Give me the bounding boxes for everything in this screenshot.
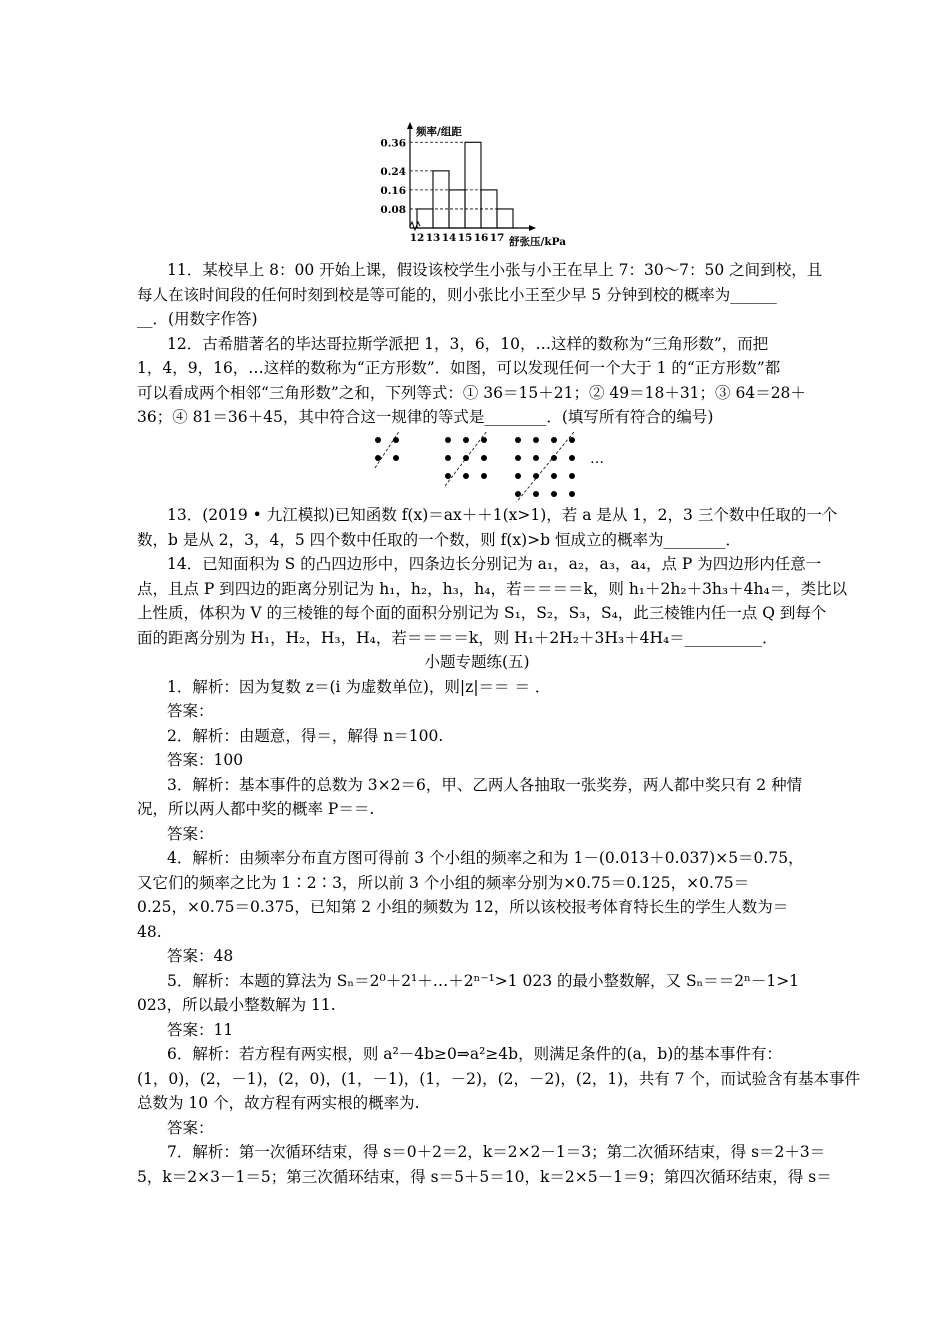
x-tick-label: 14 [441,232,457,244]
y-tick-label: 0.08 [380,203,406,216]
text-line: 3．解析：基本事件的总数为 3×2＝6，甲、乙两人各抽取一张奖券，两人都中奖只有 2 种情 [167,775,803,794]
x-tick-label: 16 [473,232,489,244]
problems-13-14-and-solutions [137,503,860,1189]
square-number-dots-figure [368,432,618,502]
text-line: 答案： [167,824,214,843]
dots-ellipsis: … [590,451,604,467]
dot [445,455,451,461]
dot [569,455,575,461]
dot [445,473,451,479]
text-line: 6．解析：若方程有两实根，则 a²－4b≥0⇒a²≥4b，则满足条件的(a，b)的基本事件有： [167,1045,782,1063]
text-line: 14．已知面积为 S 的凸四边形中，四条边长分别记为 a₁，a₂，a₃，a₄，点 P 为四边形内任意一 [167,555,822,573]
dot [569,491,575,497]
histogram-bar [497,209,513,228]
solution-s3 [137,773,817,847]
histogram-bar [481,190,497,228]
histogram-bar [465,142,481,228]
text-line: 每人在该时间段的任何时刻到校是等可能的，则小张比小王至少早 5 分钟到校的概率为______ [137,285,777,304]
solution-s5 [137,969,817,1043]
dot [533,491,539,497]
dot [393,437,399,443]
diagonal-divider [515,432,578,502]
y-tick-label: 0.16 [380,184,406,197]
section-title: 小题专题练(五) [424,653,530,671]
solution-s1 [137,675,817,724]
dot [481,473,487,479]
text-line: 36；④ 81＝36＋45，其中符合这一规律的等式是________．(填写所有符合的编号) [137,408,714,426]
text-line: 7．解析：第一次循环结束，得 s＝0＋2＝2，k＝2×2－1＝3；第二次循环结束，得 s＝2＋3＝ [167,1143,826,1161]
dot [515,473,521,479]
problem-14 [137,552,848,650]
text-line: 答案： [167,1118,214,1137]
text-line: 面的距离分别为 H₁，H₂，H₃，H₄，若＝＝＝＝k，则 H₁＋2H₂＋3H₃＋4H₄＝__________． [137,628,778,647]
text-line: 况，所以两人都中奖的概率 P＝＝. [137,800,375,818]
dot [533,437,539,443]
x-tick-label: 12 [409,232,425,244]
problem-12 [137,332,817,430]
text-line: 4．解析：由频率分布直方图可得前 3 个小组的频率之和为 1－(0.013＋0.037)×5＝0.75， [167,849,804,867]
dot [533,455,539,461]
dot [569,473,575,479]
text-line: 48. [137,922,162,941]
solutions [137,675,860,1190]
text-line: 12．古希腊著名的毕达哥拉斯学派把 1，3，6，10，…这样的数称为“三角形数”，而把 [167,334,769,353]
dot [375,437,381,443]
text-line: 上性质，体积为 V 的三棱锥的每个面的面积分别记为 S₁，S₂，S₃，S₄，此三棱锥内任一点 Q 到每个 [137,604,827,622]
solution-s4 [137,846,817,969]
solution-s2 [137,724,817,773]
text-line: 1，4，9，16，…这样的数称为“正方形数”．如图，可以发现任何一个大于 1 的“正方形数”都 [137,359,781,377]
problem-13 [137,503,838,552]
y-tick-label: 0.24 [380,165,406,178]
dot [569,437,575,443]
dot [393,455,399,461]
text-line: 5．解析：本题的算法为 Sₙ＝2⁰＋2¹＋…＋2ⁿ⁻¹>1 023 的最小整数解，又 Sₙ＝＝2ⁿ－1>1 [167,971,800,990]
text-line: 5，k＝2×3－1＝5；第三次循环结束，得 s＝5＋5＝10，k＝2×5－1＝9；第四次循环结束，得 s＝ [137,1167,832,1186]
x-tick-label: 15 [457,232,473,244]
dot [551,473,557,479]
text-line: __．(用数字作答) [137,310,258,328]
x-axis-label: 舒张压/kPa [509,236,567,248]
dot [515,455,521,461]
solution-s6 [137,1042,860,1140]
dot [551,437,557,443]
text-line: 又它们的频率之比为 1∶2∶3，所以前 3 个小组的频率分别为×0.75＝0.125，×0.75＝ [137,873,750,892]
axis-break [410,222,420,230]
text-line: 2．解析：由题意，得＝，解得 n＝100. [167,726,444,745]
dot [375,455,381,461]
dot [515,491,521,497]
text-line: 0.25，×0.75＝0.375，已知第 2 小组的频数为 12，所以该校报考体育特长生的学生人数为＝ [137,898,789,916]
solution-s7 [137,1140,832,1189]
text-line: 答案：11 [167,1020,234,1039]
text-line: 023，所以最小整数解为 11. [137,996,336,1014]
dot [445,437,451,443]
dot [481,455,487,461]
histogram-bar [433,171,449,228]
text-line: (1，0)，(2，－1)，(2，0)，(1，－1)，(1，－2)，(2，－2)，(2，1)，共有 7 个，而试验含有基本事件 [137,1069,860,1088]
dot [515,437,521,443]
text-line: 1．解析：因为复数 z＝(i 为虚数单位)，则|z|＝＝ ＝ ． [167,677,551,696]
text-line: 总数为 10 个，故方程有两实根的概率为. [137,1094,420,1112]
x-axis-arrow [529,225,536,231]
text-line: 答案：100 [167,751,244,769]
frequency-histogram [372,118,612,250]
text-line: 答案： [167,702,214,720]
problems-11-12 [137,258,823,430]
x-tick-label: 13 [425,232,441,244]
text-line: 可以看成两个相邻“三角形数”之和，下列等式：① 36＝15＋21；② 49＝18＋31；③ 64＝28＋ [137,383,806,402]
y-axis-arrow [407,122,413,129]
dot [551,491,557,497]
text-line: 13．(2019 • 九江模拟)已知函数 f(x)＝ax＋＋1(x>1)，若 a 是从 1，2，3 三个数中任取的一个 [167,506,838,524]
y-axis-label: 频率/组距 [416,126,462,138]
x-tick-label: 17 [489,232,505,244]
dot [463,437,469,443]
problem-11 [137,258,823,332]
text-line: 数，b 是从 2，3，4，5 四个数中任取的一个数，则 f(x)>b 恒成立的概率为________． [137,530,741,549]
y-tick-label: 0.36 [380,137,406,150]
text-line: 11．某校早上 8：00 开始上课，假设该校学生小张与小王在早上 7：30～7：50 之间到校，且 [167,261,823,279]
text-line: 答案：48 [167,947,234,965]
dot [463,473,469,479]
text-line: 点，且点 P 到四边的距离分别记为 h₁，h₂，h₃，h₄，若＝＝＝＝k，则 h₁＋2h₂＋3h₃＋4h₄＝，类比以 [137,579,848,598]
